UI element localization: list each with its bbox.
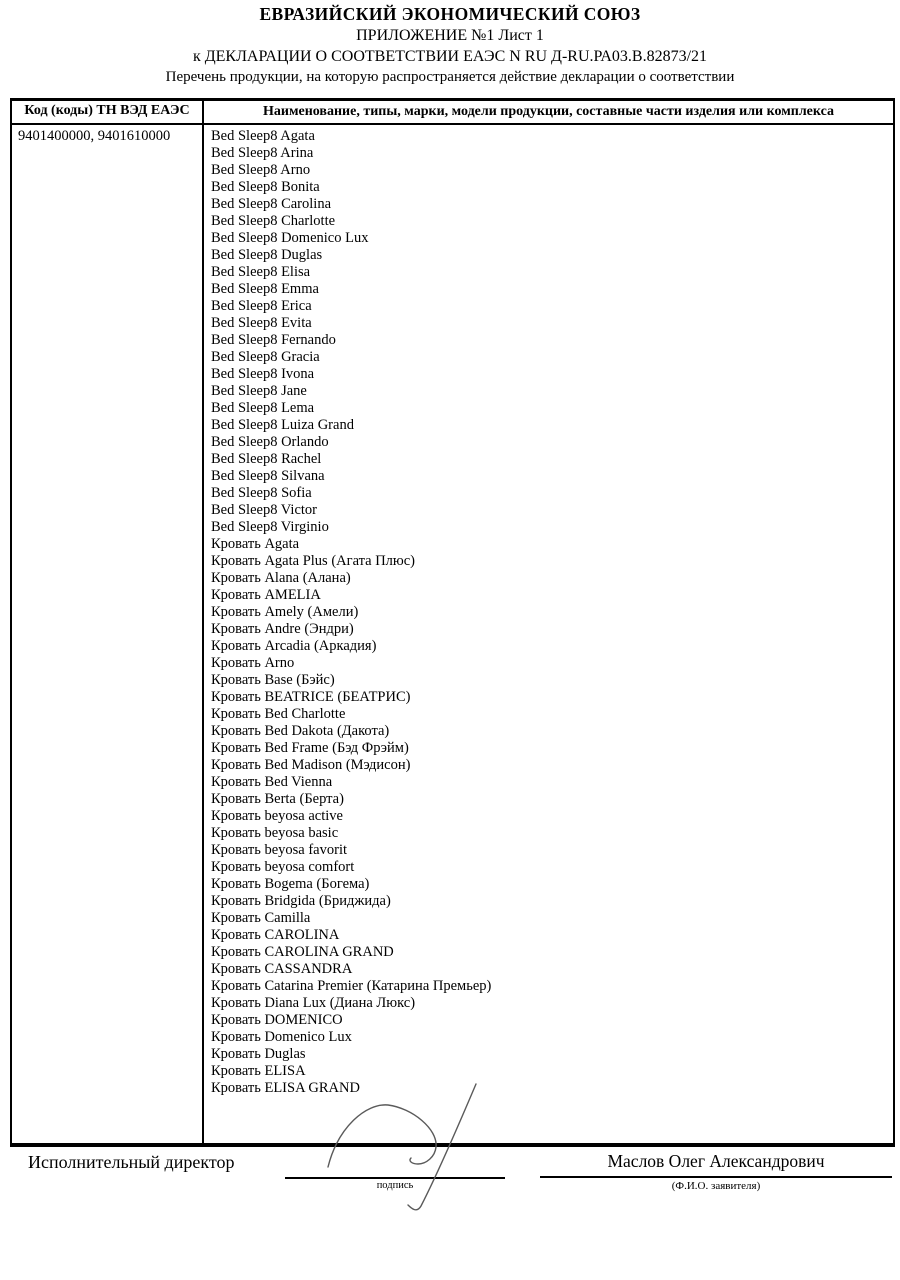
- product-item: Кровать ELISA GRAND: [211, 1080, 360, 1096]
- product-item: Кровать Berta (Берта): [211, 791, 344, 807]
- product-item: Кровать ELISA: [211, 1063, 306, 1079]
- product-item: Bed Sleep8 Bonita: [211, 179, 320, 195]
- applicant-name: Маслов Олег Александрович: [607, 1151, 825, 1171]
- product-item: Кровать Catarina Premier (Катарина Премьер): [211, 978, 492, 994]
- product-item: Bed Sleep8 Arno: [211, 162, 311, 178]
- signature-caption: подпись: [376, 1180, 414, 1191]
- product-item: Bed Sleep8 Victor: [211, 502, 317, 518]
- product-item: Bed Sleep8 Elisa: [211, 264, 311, 280]
- product-item: Кровать Duglas: [211, 1046, 306, 1062]
- declaration-number-line: к ДЕКЛАРАЦИИ О СООТВЕТСТВИИ ЕАЭС N RU Д-RU.РА03.В.82873/21: [192, 48, 708, 65]
- products-table: [10, 98, 895, 1147]
- product-item: Кровать beyosa comfort: [211, 859, 355, 875]
- product-item: Кровать beyosa active: [211, 808, 343, 824]
- product-item: Bed Sleep8 Emma: [211, 281, 319, 297]
- product-item: Кровать beyosa basic: [211, 825, 339, 841]
- product-item: Bed Sleep8 Arina: [211, 145, 314, 161]
- product-item: Bed Sleep8 Jane: [211, 383, 307, 399]
- product-item: Кровать Alana (Алана): [211, 570, 351, 586]
- product-item: Bed Sleep8 Duglas: [211, 247, 323, 263]
- product-item: Кровать Andre (Эндри): [211, 621, 354, 637]
- product-item: Кровать AMELIA: [211, 587, 321, 603]
- product-item: Bed Sleep8 Fernando: [211, 332, 336, 348]
- product-item: Кровать Diana Lux (Диана Люкс): [211, 995, 416, 1011]
- product-item: Bed Sleep8 Carolina: [211, 196, 332, 212]
- product-item: Кровать DOMENICO: [211, 1012, 343, 1028]
- product-item: Bed Sleep8 Erica: [211, 298, 312, 314]
- product-item: Bed Sleep8 Rachel: [211, 451, 322, 467]
- product-item: Кровать beyosa favorit: [211, 842, 348, 858]
- product-item: Кровать Bed Dakota (Дакота): [211, 723, 390, 739]
- product-item: Кровать Domenico Lux: [211, 1029, 352, 1045]
- product-item: Кровать Agata Plus (Агата Плюс): [211, 553, 416, 569]
- product-item: Кровать BEATRICE (БЕАТРИС): [211, 689, 411, 705]
- signatory-title: Исполнительный директор: [28, 1152, 235, 1172]
- product-item: Bed Sleep8 Agata: [211, 128, 315, 144]
- applicant-name-block: [540, 1151, 892, 1192]
- product-item: Кровать CASSANDRA: [211, 961, 353, 977]
- product-item: Кровать Bed Madison (Мэдисон): [211, 757, 411, 773]
- product-item: Bed Sleep8 Lema: [211, 400, 315, 416]
- product-item: Кровать Bogema (Богема): [211, 876, 370, 892]
- appendix-line: ПРИЛОЖЕНИЕ №1 Лист 1: [356, 27, 544, 44]
- product-item: Bed Sleep8 Sofia: [211, 485, 312, 501]
- code-cell: 9401400000, 9401610000: [12, 125, 204, 1143]
- product-item: Кровать CAROLINA GRAND: [211, 944, 394, 960]
- product-item: Кровать Bridgida (Бриджида): [211, 893, 391, 909]
- product-list: [204, 125, 893, 1143]
- subtitle-line: Перечень продукции, на которую распространяется действие декларации о соответствии: [165, 69, 735, 85]
- product-item: Кровать Bed Frame (Бэд Фрэйм): [211, 740, 409, 756]
- product-item: Bed Sleep8 Virginio: [211, 519, 329, 535]
- product-item: Bed Sleep8 Charlotte: [211, 213, 336, 229]
- product-item: Bed Sleep8 Silvana: [211, 468, 325, 484]
- product-item: Bed Sleep8 Evita: [211, 315, 312, 331]
- column-header-code: Код (коды) ТН ВЭД ЕАЭС: [12, 101, 204, 123]
- product-item: Кровать Agata: [211, 536, 300, 552]
- product-item: Кровать CAROLINA: [211, 927, 340, 943]
- table-body-row: [12, 125, 893, 1143]
- applicant-name-caption: (Ф.И.О. заявителя): [671, 1180, 761, 1192]
- signature-line: [285, 1177, 505, 1191]
- product-item: Bed Sleep8 Luiza Grand: [211, 417, 354, 433]
- product-item: Кровать Amely (Амели): [211, 604, 359, 620]
- table-header-row: [12, 101, 893, 125]
- product-item: Кровать Arno: [211, 655, 295, 671]
- column-header-name: Наименование, типы, марки, модели продукции, составные части изделия или комплекса: [263, 104, 834, 119]
- product-item: Кровать Base (Бэйс): [211, 672, 335, 688]
- product-item: Bed Sleep8 Ivona: [211, 366, 315, 382]
- product-item: Кровать Arcadia (Аркадия): [211, 638, 377, 654]
- product-item: Bed Sleep8 Domenico Lux: [211, 230, 369, 246]
- product-item: Кровать Bed Vienna: [211, 774, 333, 790]
- product-item: Bed Sleep8 Orlando: [211, 434, 329, 450]
- product-item: Кровать Camilla: [211, 910, 311, 926]
- product-item: Кровать Bed Charlotte: [211, 706, 346, 722]
- union-title: ЕВРАЗИЙСКИЙ ЭКОНОМИЧЕСКИЙ СОЮЗ: [259, 4, 641, 24]
- product-item: Bed Sleep8 Gracia: [211, 349, 320, 365]
